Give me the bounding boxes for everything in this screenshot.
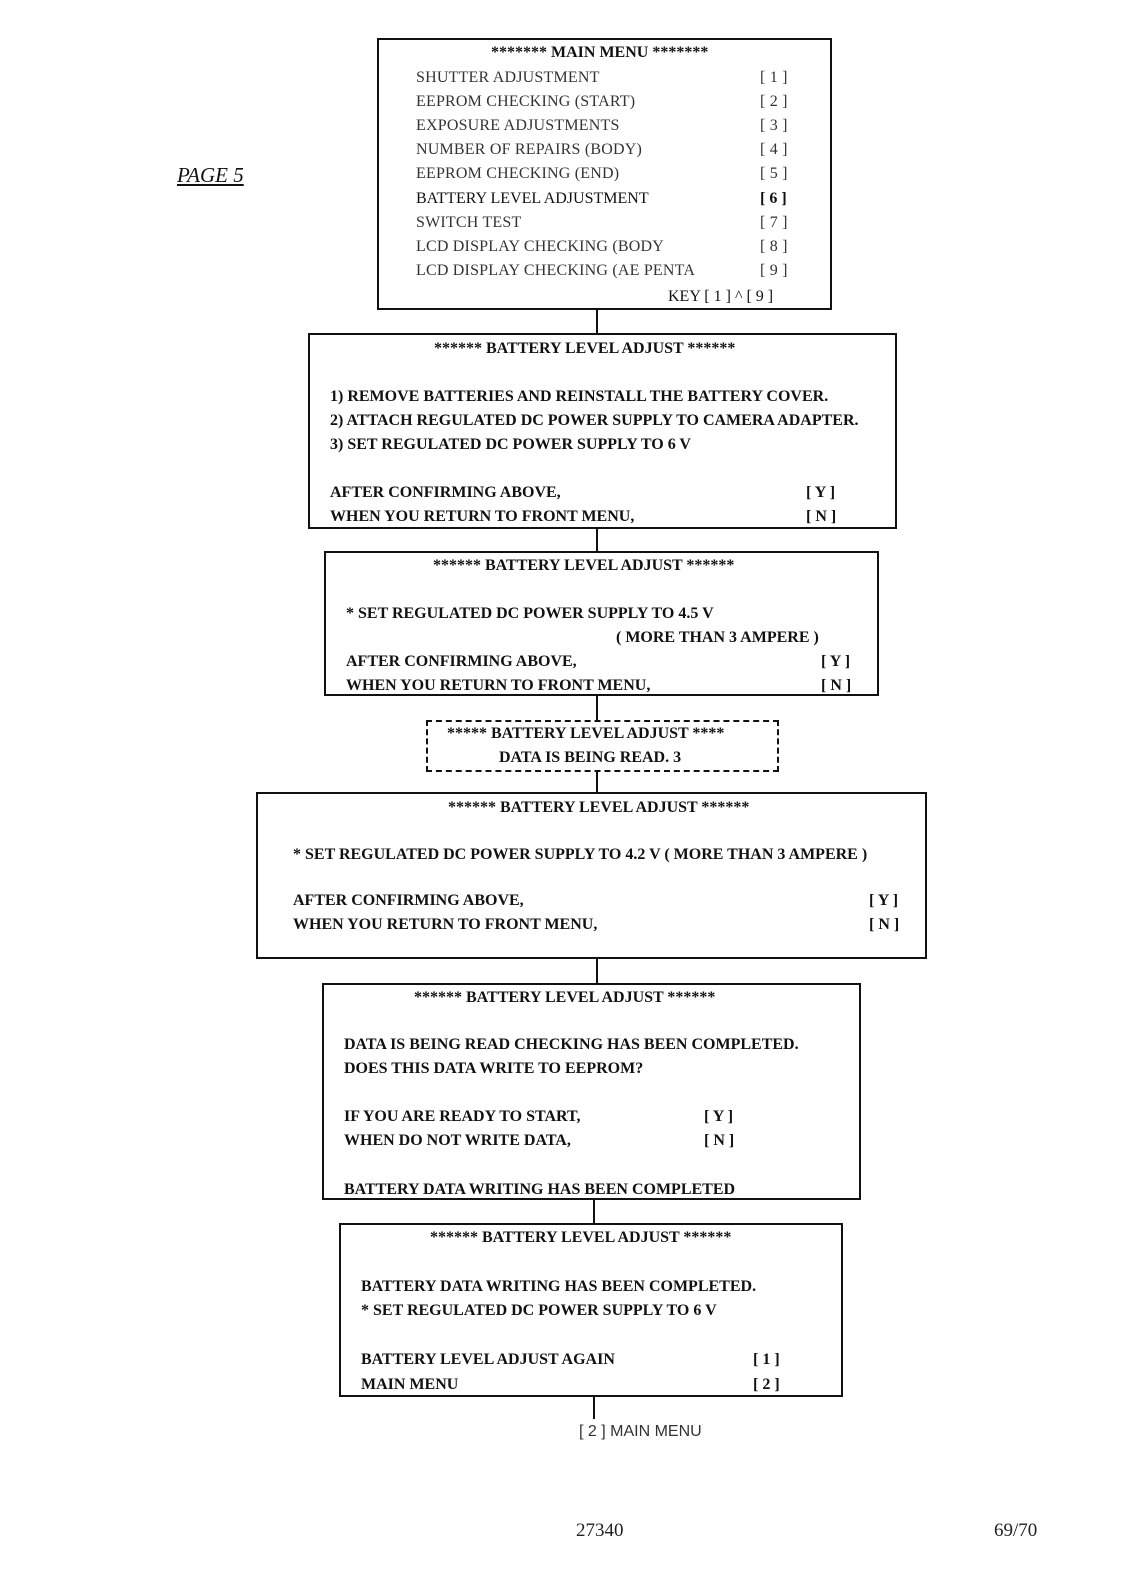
main-menu-key: [ 2 ] xyxy=(753,1376,780,1393)
menu-item-key: [ 4 ] xyxy=(760,141,788,158)
message-line-1: BATTERY DATA WRITING HAS BEEN COMPLETED. xyxy=(361,1278,757,1295)
confirm-label: AFTER CONFIRMING ABOVE, xyxy=(330,484,561,501)
return-key: [ N ] xyxy=(869,916,900,933)
menu-item-key: [ 8 ] xyxy=(760,238,788,255)
document-number: 27340 xyxy=(576,1520,624,1541)
menu-item-key: [ 2 ] xyxy=(760,93,788,110)
main-menu-title: ******* MAIN MENU ******* xyxy=(491,44,709,61)
battery-adjust-screen-6 xyxy=(339,1223,843,1397)
no-write-label: WHEN DO NOT WRITE DATA, xyxy=(344,1132,571,1149)
screen-title: ***** BATTERY LEVEL ADJUST **** xyxy=(447,725,725,742)
menu-item-label: EXPOSURE ADJUSTMENTS xyxy=(416,117,620,134)
return-key: [ N ] xyxy=(806,508,837,525)
menu-item-label: EEPROM CHECKING (START) xyxy=(416,93,636,110)
screen-title: ****** BATTERY LEVEL ADJUST ****** xyxy=(430,1229,732,1246)
main-menu-label: MAIN MENU xyxy=(361,1376,459,1393)
adjust-again-label: BATTERY LEVEL ADJUST AGAIN xyxy=(361,1351,615,1368)
instruction-step-2: 2) ATTACH REGULATED DC POWER SUPPLY TO CAMERA ADAPTER. xyxy=(330,412,859,429)
confirm-label: AFTER CONFIRMING ABOVE, xyxy=(346,653,577,670)
menu-item-label: SWITCH TEST xyxy=(416,214,522,231)
confirm-key: [ Y ] xyxy=(806,484,836,501)
instruction: * SET REGULATED DC POWER SUPPLY TO 4.2 V ( MORE THAN 3 AMPERE ) xyxy=(293,846,868,863)
return-label: WHEN YOU RETURN TO FRONT MENU, xyxy=(330,508,635,525)
return-label: WHEN YOU RETURN TO FRONT MENU, xyxy=(293,916,598,933)
instruction: * SET REGULATED DC POWER SUPPLY TO 4.5 V xyxy=(346,605,714,622)
battery-adjust-screen-3 xyxy=(426,720,779,772)
confirm-label: AFTER CONFIRMING ABOVE, xyxy=(293,892,524,909)
menu-item-key: [ 5 ] xyxy=(760,165,788,182)
flow-connector xyxy=(593,1200,595,1224)
main-menu-return-label: [ 2 ] MAIN MENU xyxy=(579,1423,702,1440)
flow-connector xyxy=(596,310,598,334)
write-complete-footer: BATTERY DATA WRITING HAS BEEN COMPLETED xyxy=(344,1181,736,1198)
page-number: 69/70 xyxy=(994,1520,1038,1541)
instruction-step-1: 1) REMOVE BATTERIES AND REINSTALL THE BATTERY COVER. xyxy=(330,388,829,405)
flow-connector xyxy=(596,696,598,720)
flow-connector xyxy=(593,1397,595,1419)
menu-item-key: [ 6 ] xyxy=(760,190,787,207)
confirm-key: [ Y ] xyxy=(869,892,899,909)
menu-item-label: NUMBER OF REPAIRS (BODY) xyxy=(416,141,643,158)
battery-adjust-screen-1 xyxy=(308,333,897,529)
menu-item-label: EEPROM CHECKING (END) xyxy=(416,165,620,182)
menu-item-key: [ 1 ] xyxy=(760,69,788,86)
key-range: KEY [ 1 ] ^ [ 9 ] xyxy=(668,288,774,305)
flow-connector xyxy=(596,772,598,793)
battery-adjust-screen-5 xyxy=(322,983,861,1200)
confirm-key: [ Y ] xyxy=(821,653,851,670)
current-note: ( MORE THAN 3 AMPERE ) xyxy=(616,629,819,646)
menu-item-label: SHUTTER ADJUSTMENT xyxy=(416,69,600,86)
menu-item-label: LCD DISPLAY CHECKING (BODY xyxy=(416,238,665,255)
menu-item-label: BATTERY LEVEL ADJUSTMENT xyxy=(416,190,649,207)
screen-title: ****** BATTERY LEVEL ADJUST ****** xyxy=(433,557,735,574)
menu-item-label: LCD DISPLAY CHECKING (AE PENTA xyxy=(416,262,696,279)
message-line-2: DOES THIS DATA WRITE TO EEPROM? xyxy=(344,1060,644,1077)
no-write-key: [ N ] xyxy=(704,1132,735,1149)
screen-title: ****** BATTERY LEVEL ADJUST ****** xyxy=(448,799,750,816)
battery-adjust-screen-4 xyxy=(256,792,927,959)
screen-title: ****** BATTERY LEVEL ADJUST ****** xyxy=(414,989,716,1006)
reading-status: DATA IS BEING READ. 3 xyxy=(499,749,682,766)
page-label: PAGE 5 xyxy=(177,163,244,187)
screen-title: ****** BATTERY LEVEL ADJUST ****** xyxy=(434,340,736,357)
return-label: WHEN YOU RETURN TO FRONT MENU, xyxy=(346,677,651,694)
return-key: [ N ] xyxy=(821,677,852,694)
flow-connector xyxy=(596,959,598,984)
battery-adjust-screen-2 xyxy=(324,551,879,696)
flow-connector xyxy=(596,529,598,552)
main-menu-box xyxy=(377,38,832,310)
start-key: [ Y ] xyxy=(704,1108,734,1125)
menu-item-key: [ 9 ] xyxy=(760,262,788,279)
instruction-step-3: 3) SET REGULATED DC POWER SUPPLY TO 6 V xyxy=(330,436,691,453)
message-line-1: DATA IS BEING READ CHECKING HAS BEEN COMPLETED. xyxy=(344,1036,799,1053)
menu-item-key: [ 3 ] xyxy=(760,117,788,134)
start-label: IF YOU ARE READY TO START, xyxy=(344,1108,581,1125)
adjust-again-key: [ 1 ] xyxy=(753,1351,780,1368)
menu-item-key: [ 7 ] xyxy=(760,214,788,231)
message-line-2: * SET REGULATED DC POWER SUPPLY TO 6 V xyxy=(361,1302,717,1319)
